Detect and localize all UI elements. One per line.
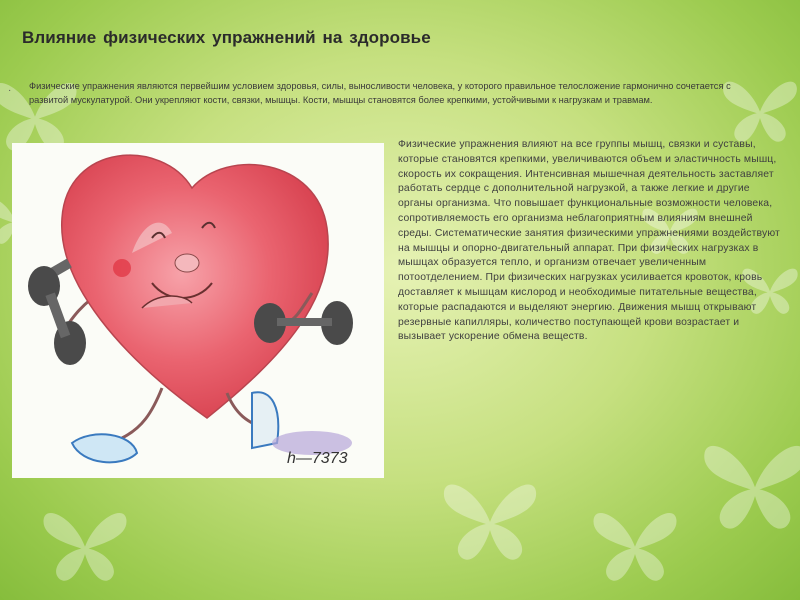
- cheek: [113, 259, 131, 277]
- butterfly-icon: [440, 470, 540, 570]
- heart-lifting-dumbbells-illustration: [12, 143, 384, 478]
- heart-illustration-graphic: [12, 143, 384, 478]
- nose: [175, 254, 199, 272]
- bullet-marker: ·: [8, 85, 12, 96]
- butterfly-icon: [590, 500, 680, 590]
- left-leg: [122, 388, 162, 438]
- main-body-paragraph: Физические упражнения влияют на все группы мышц, связки и суставы, которые становятся крепкими, увеличиваются объем и эластичность мышц, скорость их сокращения. Интенсивная мышечная деятельность заставляет работать сердце с дополнительной нагрузкой, а также легкие и другие органы организма. Что повышает функциональные возможности человека, сопротивляемость его организма неблагоприятным влияниям внешней среды. Систематические занятия физическими упражнениями воздействуют на мышцы и опорно-двигательный аппарат. При физических нагрузках в мышцах образуется тепло, и организм отвечает увеличенным потоотделением. При физических нагрузках усиливается кровоток, кровь доставляет к мышцам кислород и необходимые питательные вещества, которые распадаются и выделяют энергию. Движения мышц открывают резервные капилляры, количество поступающей крови возрастает и вызывает ускорение обмена веществ.: [398, 139, 780, 343]
- left-sneaker: [72, 434, 137, 462]
- slide-title: Влияние физических упражнений на здоровье: [22, 28, 431, 47]
- butterfly-icon: [700, 430, 800, 540]
- heart-body: [62, 155, 328, 418]
- intro-paragraph: Физические упражнения являются первейшим условием здоровья, силы, выносливости человека, у которого правильное телосложение гармонично сочетается с развитой мускулатурой. Они укрепляют кости, связки, мышцы. Кости, мышцы становятся более крепкими, устойчивыми к нагрузкам и травмам.: [29, 81, 731, 105]
- butterfly-icon: [40, 500, 130, 590]
- illustration-signature: h—7373: [287, 450, 348, 467]
